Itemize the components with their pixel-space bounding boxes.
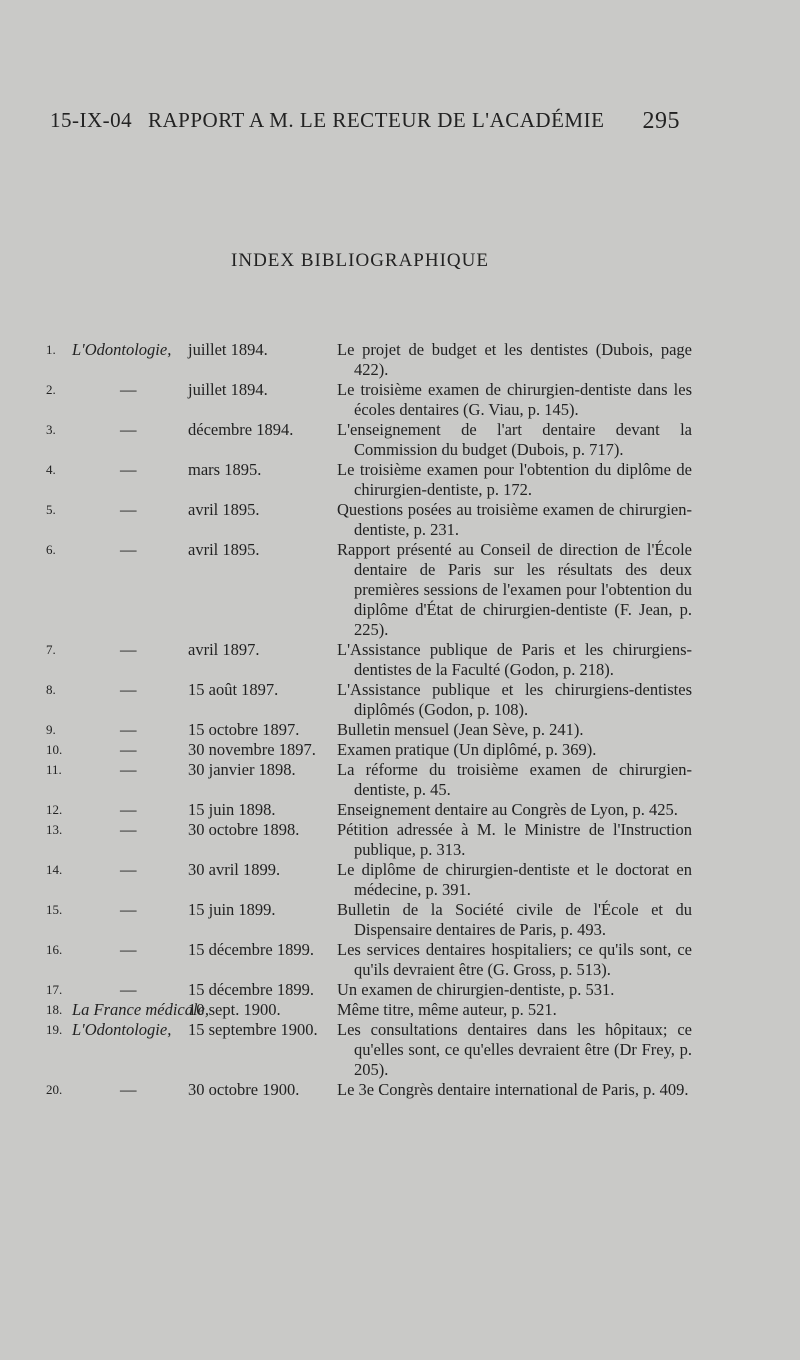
header-reference: 15-IX-04 — [50, 108, 133, 132]
entry-ditto-dash: — — [120, 460, 137, 479]
entry-description: Le diplôme de chirurgien-dentiste et le doctorat en médecine, p. 391. — [337, 860, 692, 899]
bibliography-entry — [0, 720, 800, 740]
entry-ditto-dash: — — [120, 940, 137, 959]
entry-description: Le troisième examen de chirurgien-dentiste dans les écoles dentaires (G. Viau, p. 145). — [337, 380, 692, 419]
entry-date: avril 1897. — [188, 640, 260, 659]
entry-description: Même titre, même auteur, p. 521. — [337, 1000, 557, 1019]
entry-description: Questions posées au troisième examen de chirurgien-dentiste, p. 231. — [337, 500, 692, 539]
entry-number: 10. — [46, 742, 63, 757]
entry-ditto-dash: — — [120, 820, 137, 839]
bibliography-entry — [0, 340, 800, 380]
entry-number: 3. — [46, 422, 56, 437]
entry-description: La réforme du troisième examen de chirurgien-dentiste, p. 45. — [337, 760, 692, 799]
entry-date: juillet 1894. — [188, 380, 268, 399]
entry-description: L'Assistance publique et les chirurgiens-dentistes diplômés (Godon, p. 108). — [337, 680, 692, 719]
entry-number: 7. — [46, 642, 56, 657]
entry-description: Un examen de chirurgien-dentiste, p. 531. — [337, 980, 615, 999]
entry-date: 30 avril 1899. — [188, 860, 281, 879]
entry-number: 19. — [46, 1022, 63, 1037]
entry-description: Bulletin mensuel (Jean Sève, p. 241). — [337, 720, 584, 739]
bibliography-entry — [0, 980, 800, 1000]
entry-date: 10 sept. 1900. — [188, 1000, 281, 1019]
entry-description: Le 3e Congrès dentaire international de Paris, p. 409. — [337, 1080, 689, 1099]
entry-date: 15 décembre 1899. — [188, 980, 314, 999]
bibliography-entry — [0, 860, 800, 900]
entry-description: Les services dentaires hospitaliers; ce qu'ils sont, ce qu'ils devraient être (G. Gross, p. 513). — [337, 940, 692, 979]
entry-number: 5. — [46, 502, 56, 517]
entry-date: 15 août 1897. — [188, 680, 279, 699]
entry-ditto-dash: — — [120, 760, 137, 779]
entry-date: 15 juin 1899. — [188, 900, 276, 919]
bibliography-entry — [0, 380, 800, 420]
entry-ditto-dash: — — [120, 420, 137, 439]
bibliography-entry — [0, 540, 800, 640]
entry-description: Bulletin de la Société civile de l'École et du Dispensaire dentaires de Paris, p. 493. — [337, 900, 692, 939]
entry-ditto-dash: — — [120, 680, 137, 699]
entry-date: mars 1895. — [188, 460, 262, 479]
bibliography-entry — [0, 820, 800, 860]
entry-description: Le projet de budget et les dentistes (Dubois, page 422). — [337, 340, 692, 379]
entry-ditto-dash: — — [120, 540, 137, 559]
entry-journal: La France médicale, — [72, 1000, 210, 1019]
entry-number: 13. — [46, 822, 63, 837]
entry-number: 16. — [46, 942, 63, 957]
bibliography-entry — [0, 900, 800, 940]
bibliography-entry — [0, 800, 800, 820]
entry-number: 11. — [46, 762, 62, 777]
bibliography-entry — [0, 500, 800, 540]
entry-ditto-dash: — — [120, 980, 137, 999]
entry-number: 12. — [46, 802, 63, 817]
entry-ditto-dash: — — [120, 1080, 137, 1099]
entry-description: Les consultations dentaires dans les hôpitaux; ce qu'elles sont, ce qu'elles devraient être (Dr Frey, p. 205). — [337, 1020, 692, 1079]
section-title: INDEX BIBLIOGRAPHIQUE — [231, 250, 489, 271]
entry-number: 20. — [46, 1082, 63, 1097]
entry-number: 8. — [46, 682, 56, 697]
entry-number: 4. — [46, 462, 56, 477]
entry-description: L'Assistance publique de Paris et les chirurgiens-dentistes de la Faculté (Godon, p. 218). — [337, 640, 692, 679]
entry-ditto-dash: — — [120, 500, 137, 519]
entry-number: 15. — [46, 902, 63, 917]
entry-journal: L'Odontologie, — [72, 1020, 172, 1039]
entry-date: 30 octobre 1900. — [188, 1080, 300, 1099]
entry-date: avril 1895. — [188, 500, 260, 519]
entry-description: Pétition adressée à M. le Ministre de l'Instruction publique, p. 313. — [337, 820, 692, 859]
entry-number: 1. — [46, 342, 56, 357]
entry-description: Le troisième examen pour l'obtention du diplôme de chirurgien-dentiste, p. 172. — [337, 460, 692, 499]
entry-date: 15 septembre 1900. — [188, 1020, 318, 1039]
entry-description: Examen pratique (Un diplômé, p. 369). — [337, 740, 597, 759]
entry-date: décembre 1894. — [188, 420, 294, 439]
entry-description: Enseignement dentaire au Congrès de Lyon, p. 425. — [337, 800, 678, 819]
bibliography-entry — [0, 460, 800, 500]
entry-journal: L'Odontologie, — [72, 340, 172, 359]
entry-ditto-dash: — — [120, 740, 137, 759]
entry-number: 9. — [46, 722, 56, 737]
entry-ditto-dash: — — [120, 900, 137, 919]
entry-ditto-dash: — — [120, 800, 137, 819]
running-head — [50, 108, 680, 148]
entry-number: 6. — [46, 542, 56, 557]
page-number: 295 — [642, 108, 680, 134]
entry-number: 18. — [46, 1002, 63, 1017]
entry-date: 15 octobre 1897. — [188, 720, 300, 739]
bibliography-entry — [0, 680, 800, 720]
entry-date: 30 octobre 1898. — [188, 820, 300, 839]
bibliography-entry — [0, 640, 800, 680]
entry-date: 15 juin 1898. — [188, 800, 276, 819]
bibliography-list — [0, 340, 800, 1100]
entry-ditto-dash: — — [120, 640, 137, 659]
entry-description: Rapport présenté au Conseil de direction de l'École dentaire de Paris sur les résultats des deux premières sessions de l'examen pour l'obtention du diplôme d'État de chirurgien-dentiste (F. Jean, p. 225). — [337, 540, 692, 639]
entry-ditto-dash: — — [120, 380, 137, 399]
entry-date: 30 novembre 1897. — [188, 740, 316, 759]
entry-number: 17. — [46, 982, 63, 997]
entry-ditto-dash: — — [120, 720, 137, 739]
entry-date: 15 décembre 1899. — [188, 940, 314, 959]
bibliography-entry — [0, 740, 800, 760]
entry-number: 2. — [46, 382, 56, 397]
entry-date: 30 janvier 1898. — [188, 760, 296, 779]
bibliography-entry — [0, 940, 800, 980]
entry-date: juillet 1894. — [188, 340, 268, 359]
header-title: RAPPORT A M. LE RECTEUR DE L'ACADÉMIE — [148, 108, 605, 132]
entry-number: 14. — [46, 862, 63, 877]
bibliography-entry — [0, 1080, 800, 1100]
bibliography-entry — [0, 420, 800, 460]
bibliography-entry — [0, 760, 800, 800]
bibliography-entry — [0, 1020, 800, 1080]
entry-ditto-dash: — — [120, 860, 137, 879]
bibliography-entry — [0, 1000, 800, 1020]
entry-date: avril 1895. — [188, 540, 260, 559]
entry-description: L'enseignement de l'art dentaire devant la Commission du budget (Dubois, p. 717). — [337, 420, 692, 459]
